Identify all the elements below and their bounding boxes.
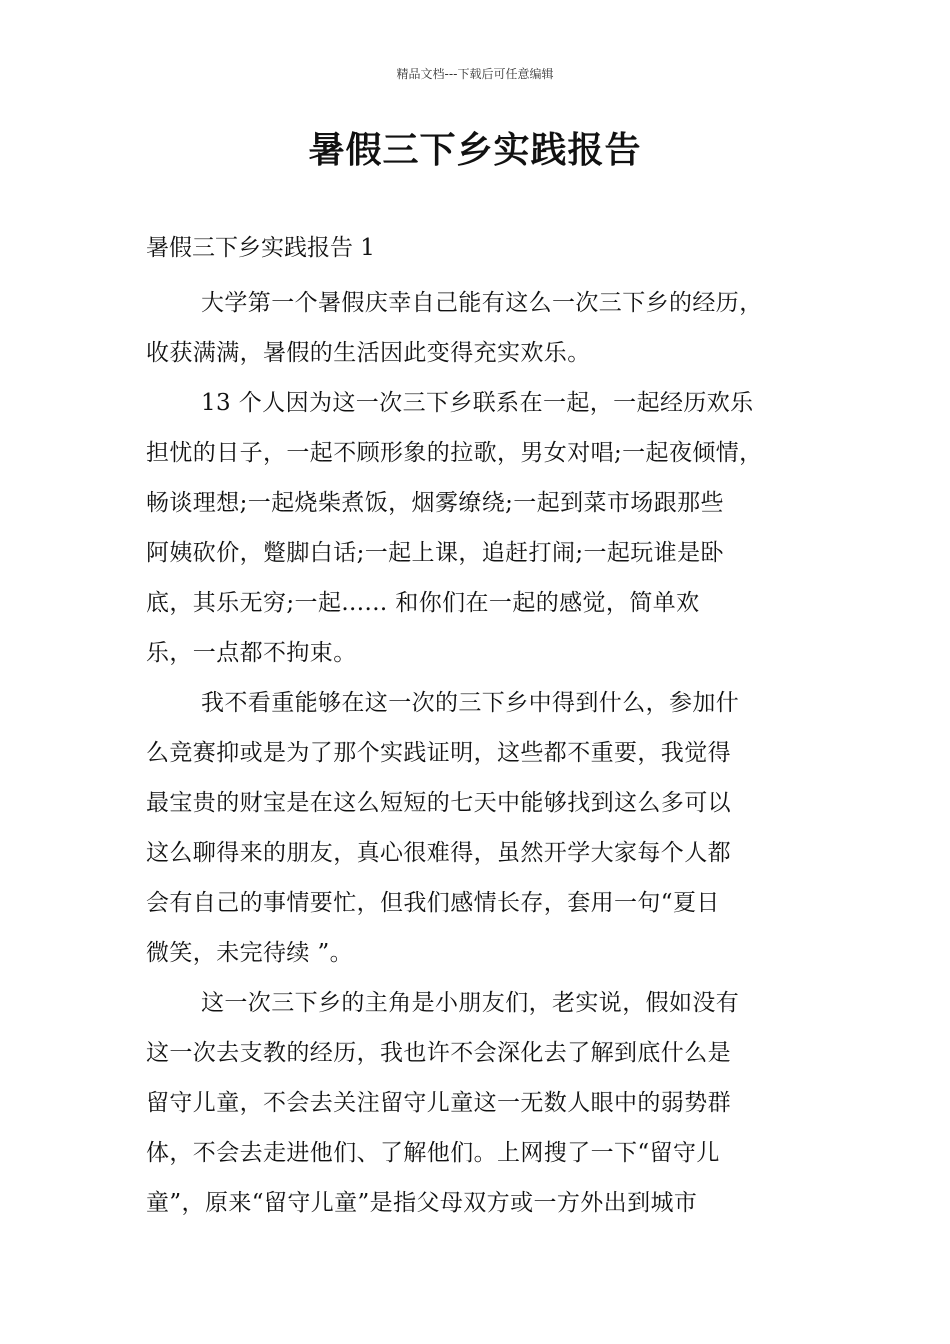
paragraph-line: 体，不会去走进他们、了解他们。上网搜了一下“留守儿: [146, 1140, 720, 1166]
page-header-note: 精品文档---下载后可任意编辑: [396, 67, 554, 81]
paragraph-line: 大学第一个暑假庆幸自己能有这么一次三下乡的经历，: [201, 290, 763, 316]
paragraph-line: 13 个人因为这一次三下乡联系在一起，一起经历欢乐: [201, 390, 754, 416]
paragraph-line: 这么聊得来的朋友，真心很难得，虽然开学大家每个人都: [146, 840, 731, 866]
paragraph-line: 童”，原来“留守儿童”是指父母双方或一方外出到城市: [146, 1190, 698, 1216]
paragraph: [146, 978, 816, 1228]
paragraph-line: 么竞赛抑或是为了那个实践证明，这些都不重要，我觉得: [146, 740, 731, 766]
paragraph-line: 畅谈理想;一起烧柴煮饭，烟雾缭绕;一起到菜市场跟那些: [146, 490, 724, 516]
document-body: [146, 278, 816, 1228]
paragraph-line: 微笑，未完待续 ”。: [146, 940, 354, 966]
paragraph-line: 这一次三下乡的主角是小朋友们，老实说，假如没有: [201, 990, 740, 1016]
paragraph-line: 我不看重能够在这一次的三下乡中得到什么，参加什: [201, 690, 740, 716]
paragraph-line: 担忧的日子，一起不顾形象的拉歌，男女对唱;一起夜倾情，: [146, 440, 763, 466]
paragraph-line: 底，其乐无穷;一起...... 和你们在一起的感觉，简单欢: [146, 590, 700, 616]
paragraph-line: 最宝贵的财宝是在这么短短的七天中能够找到这么多可以: [146, 790, 731, 816]
paragraph-line: 收获满满，暑假的生活因此变得充实欢乐。: [146, 340, 591, 366]
paragraph: [146, 378, 816, 678]
paragraph: [146, 678, 816, 978]
paragraph-line: 留守儿童，不会去关注留守儿童这一无数人眼中的弱势群: [146, 1090, 731, 1116]
section-heading: 暑假三下乡实践报告 1: [146, 235, 375, 261]
paragraph: [146, 278, 816, 378]
paragraph-line: 这一次去支教的经历，我也许不会深化去了解到底什么是: [146, 1040, 731, 1066]
document-title: 暑假三下乡实践报告: [308, 130, 642, 171]
paragraph-line: 乐，一点都不拘束。: [146, 640, 357, 666]
paragraph-line: 阿姨砍价，蹩脚白话;一起上课，追赶打闹;一起玩谁是卧: [146, 540, 724, 566]
paragraph-line: 会有自己的事情要忙，但我们感情长存，套用一句“夏日: [146, 890, 720, 916]
